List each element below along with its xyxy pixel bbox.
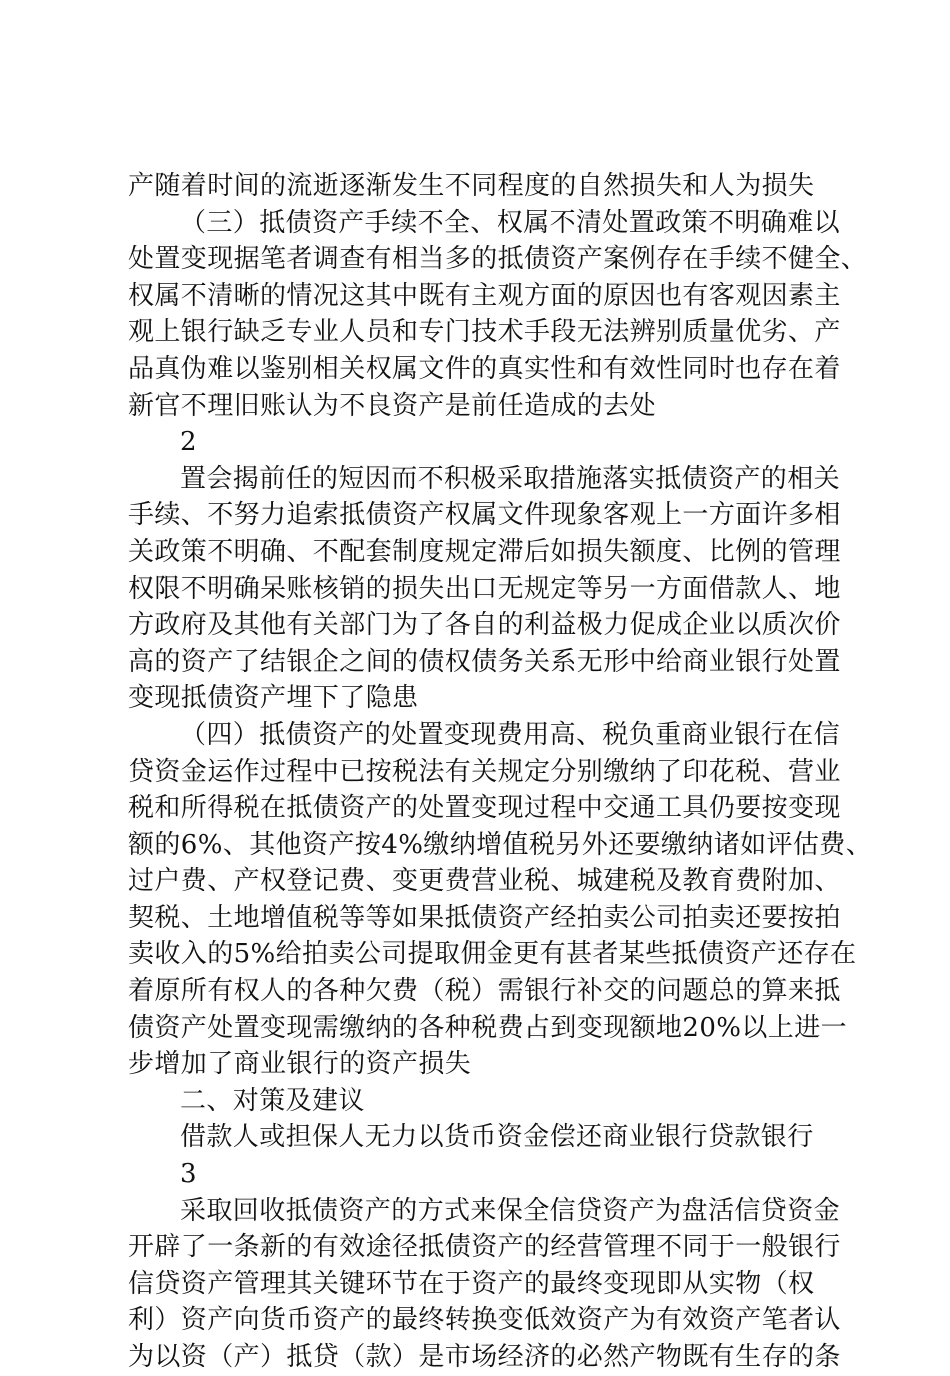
text-line: 开辟了一条新的有效途径抵债资产的经营管理不同于一般银行	[128, 1232, 841, 1263]
text-line: 步增加了商业银行的资产损失	[128, 1049, 472, 1080]
text-line: 产随着时间的流逝逐渐发生不同程度的自然损失和人为损失	[128, 171, 815, 201]
text-line: 契税、土地增值税等等如果抵债资产经拍卖公司拍卖还要按拍	[128, 902, 841, 933]
text-line: 借款人或担保人无力以货币资金偿还商业银行贷款银行	[180, 1122, 814, 1153]
paragraph-start: 采取回收抵债资产的方式来保全信贷资产为盘活信贷资金	[180, 1195, 841, 1226]
text-line: 新官不理旧账认为不良资产是前任造成的去处	[128, 390, 657, 421]
text-line: 方政府及其他有关部门为了各自的利益极力促成企业以质次价	[128, 610, 841, 641]
section-heading-4: （四）抵债资产的处置变现费用高、税负重商业银行在信	[180, 719, 841, 750]
text-line: 高的资产了结银企之间的债权债务关系无形中给商业银行处置	[128, 646, 841, 677]
text-line: 债资产处置变现需缴纳的各种税费占到变现额地20%以上进一	[128, 1012, 847, 1043]
text-line: 利）资产向货币资产的最终转换变低效资产为有效资产笔者认	[128, 1305, 841, 1336]
section-heading-2: 二、对策及建议	[180, 1085, 365, 1116]
text-line: 过户费、产权登记费、变更费营业税、城建税及教育费附加、	[128, 866, 841, 897]
text-line: 变现抵债资产埋下了隐患	[128, 683, 419, 714]
text-line: 关政策不明确、不配套制度规定滞后如损失额度、比例的管理	[128, 536, 841, 567]
body-text	[128, 168, 873, 1376]
text-line: 额的6%、其他资产按4%缴纳增值税另外还要缴纳诸如评估费、	[128, 829, 873, 860]
page-number: 2	[180, 427, 197, 458]
text-line: 手续、不努力追索抵债资产权属文件现象客观上一方面许多相	[128, 500, 841, 531]
text-line: 观上银行缺乏专业人员和专门技术手段无法辨别质量优劣、产	[128, 317, 841, 348]
text-line: 权属不清晰的情况这其中既有主观方面的原因也有客观因素主	[128, 280, 841, 311]
section-heading-3: （三）抵债资产手续不全、权属不清处置政策不明确难以	[180, 207, 841, 238]
paragraph-start: 置会揭前任的短因而不积极采取措施落实抵债资产的相关	[180, 463, 841, 494]
text-line: 为以资（产）抵贷（款）是市场经济的必然产物既有生存的条	[128, 1342, 841, 1372]
text-line: 权限不明确呆账核销的损失出口无规定等另一方面借款人、地	[128, 573, 841, 604]
text-line: 处置变现据笔者调查有相当多的抵债资产案例存在手续不健全、	[128, 244, 868, 275]
text-line: 着原所有权人的各种欠费（税）需银行补交的问题总的算来抵	[128, 976, 841, 1007]
text-line: 信贷资产管理其关键环节在于资产的最终变现即从实物（权	[128, 1268, 815, 1299]
text-line: 卖收入的5%给拍卖公司提取佣金更有甚者某些抵债资产还存在	[128, 939, 857, 970]
text-line: 税和所得税在抵债资产的处置变现过程中交通工具仍要按变现	[128, 793, 841, 824]
page-number: 3	[180, 1159, 197, 1190]
text-line: 品真伪难以鉴别相关权属文件的真实性和有效性同时也存在着	[128, 353, 841, 384]
text-line: 贷资金运作过程中已按税法有关规定分别缴纳了印花税、营业	[128, 756, 841, 787]
